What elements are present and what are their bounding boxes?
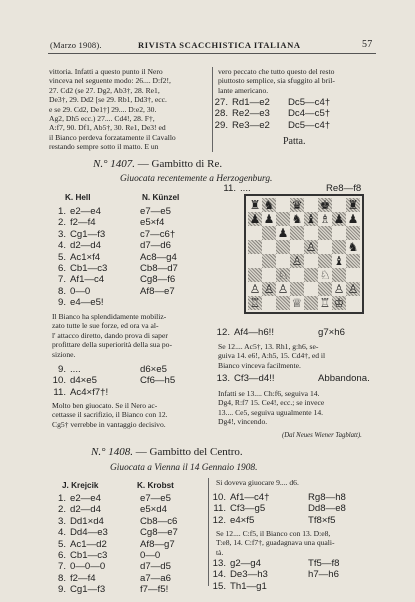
board-square	[346, 254, 360, 268]
annotation-2	[52, 401, 210, 429]
board-square	[290, 240, 304, 254]
move-row: 29. Re3—e2 Dc5—c4†	[214, 119, 331, 131]
note-line: Cg5† verrebbe in vantaggio decisivo.	[52, 419, 166, 429]
annotation-3	[218, 342, 378, 370]
header-title: RIVISTA SCACCHISTICA ITALIANA	[138, 40, 301, 50]
opening-name: — Gambitto di Re.	[137, 158, 223, 170]
chess-piece: ♞	[291, 212, 303, 226]
move-row: 3. Dd1×d4 Cb8—c6	[57, 515, 178, 527]
intro-line: e se 29. Cd2, De1†] 29.... D:e2, 30.	[49, 104, 157, 114]
intro-line: vittoria. Infatti a questo punto il Nero	[49, 67, 163, 76]
chess-piece: ♙	[347, 282, 359, 296]
board-square	[318, 226, 332, 240]
game-1407-subtitle: Giuocata recentemente a Herzogenburg.	[120, 174, 273, 184]
move-row: 9. e4—e5!	[57, 297, 104, 309]
intro-line: De3†, 29. Dd2 [se 29. Rb1, Dd3†, ecc.	[49, 95, 167, 105]
move-row: 1. e2—e4 e7—e5	[57, 493, 171, 504]
note-line: zato tutte le sue forze, ed ora va al-	[52, 321, 159, 331]
chess-piece: ♔	[333, 296, 345, 310]
move-row: 5. Ac1—d2 Af8—g7	[57, 538, 175, 550]
chess-piece: ♝	[333, 254, 345, 268]
board-square	[248, 254, 262, 268]
game-1408-subtitle: Giuocata a Vienna il 14 Gennaio 1908.	[110, 463, 258, 473]
move-row: 3. Cg1—f3 c7—c6†	[57, 228, 176, 240]
board-square	[276, 240, 290, 254]
board-square	[332, 240, 346, 254]
intro-line: il Bianco perdeva forzatamente il Cavallo	[49, 132, 176, 142]
chess-piece: ♙	[333, 282, 345, 296]
chess-piece: ♟	[263, 212, 275, 226]
patta-result: Patta.	[283, 136, 306, 147]
note-line: tà.	[216, 547, 224, 557]
game-1408-moves-r2	[212, 558, 339, 592]
board-square	[332, 198, 346, 212]
note-line: Il Bianco ha splendidamente mobiliz-	[52, 312, 167, 321]
intro-line: Ag2, Dh5 ecc.) 27.... Cd4!, 28. F†,	[49, 114, 155, 124]
board-square	[346, 226, 360, 240]
move-row: 14. De3—h3 h7—h6	[212, 569, 339, 581]
move-row: 11. Cf3—g5 Dd8—e8	[213, 503, 346, 515]
note-line: Dg4, R:f7 15. Ce4!, ecc.; se invece	[218, 398, 325, 408]
note-line: Se 12.... Ac5†, 13. Rh1, g:h6, se-	[218, 342, 319, 351]
move-row: 27. Rd1—e2 Dc5—c4†	[214, 97, 331, 108]
chess-piece: ♙	[249, 282, 261, 296]
chess-board	[248, 198, 360, 310]
black-player: N. Künzel	[142, 193, 180, 202]
right-intro-paragraph	[218, 67, 376, 95]
note-line: l' attacco diretto, dando prova di saper	[52, 330, 168, 340]
chess-piece: ♕	[291, 296, 303, 310]
board-square	[262, 226, 276, 240]
move-row: 15. Th1—g1	[212, 580, 267, 592]
chess-piece: ♜	[249, 198, 261, 212]
board-square	[276, 296, 290, 310]
board-square	[248, 240, 262, 254]
move-row: 8. 0—0 Af8—e7	[57, 285, 175, 297]
board-square	[346, 268, 360, 282]
move-row: 1. e2—e4 e7—e5	[57, 206, 171, 217]
chess-piece: ♛	[291, 198, 303, 212]
board-square	[332, 226, 346, 240]
move-row: 4. d2—d4 d7—d6	[57, 240, 171, 252]
chess-piece: ♖	[249, 296, 261, 310]
board-square	[318, 282, 332, 296]
move-row: 11. Ac4×f7†!	[53, 386, 109, 398]
game-1408-right-intro: Si doveva giuocare 9.... d6.	[216, 478, 299, 487]
chess-piece: ♗	[319, 212, 331, 226]
chess-piece: ♙	[277, 282, 289, 296]
opening-name: — Gambitto del Centro.	[135, 446, 243, 458]
chess-piece: ♘	[277, 268, 289, 282]
board-square	[262, 254, 276, 268]
move-row: 9. Cg1—f3 f7—f5!	[57, 584, 169, 596]
board-square	[262, 268, 276, 282]
note-line: cettasse il sacrifizio, il Bianco con 12.	[52, 410, 168, 420]
chess-piece: ♟	[277, 226, 289, 240]
chess-piece: ♘	[319, 268, 331, 282]
chess-piece: ♚	[319, 198, 331, 212]
board-square	[304, 198, 318, 212]
move-row: 2. d2—d4 e5×d4	[57, 504, 167, 516]
move-row: 10. d4×e5 Cf6—h5	[52, 375, 176, 387]
board-square	[262, 240, 276, 254]
game-1408-note	[216, 529, 376, 557]
page-number: 57	[362, 39, 373, 50]
board-square	[248, 226, 262, 240]
source-credit: (Dal Neues Wiener Tagblatt).	[282, 432, 362, 439]
board-square	[304, 254, 318, 268]
move-row: 28. Re2—e3 Dc4—c5†	[214, 108, 331, 120]
game-1407-title	[93, 158, 222, 170]
note-line: profittare della superiorità della sua po-	[52, 340, 172, 350]
board-square	[346, 296, 360, 310]
move-row: 6. Cb1—c3 Cb8—d7	[57, 263, 178, 275]
right-moves-a	[214, 97, 330, 131]
column-divider	[212, 67, 213, 152]
right-intro-line: lante americano.	[218, 85, 269, 95]
note-line: T:e8, 14. C:f7†, guadagnava una quali-	[216, 538, 335, 548]
annotation-1	[52, 312, 210, 359]
board-square	[262, 296, 276, 310]
white-player: K. Hell	[65, 193, 91, 202]
annotation-4	[218, 389, 378, 427]
move-row: 5. Ac1×f4 Ac8—g4	[57, 251, 177, 263]
chess-piece: ♞	[347, 240, 359, 254]
chess-piece: ♙	[263, 282, 275, 296]
move-row: 10. Af1—c4† Rg8—h8	[212, 492, 346, 503]
chess-diagram	[244, 194, 364, 314]
chess-piece: ♝	[305, 212, 317, 226]
note-line: guiva 14. e6!, A:h5, 15. Cd4†, ed il	[218, 351, 326, 361]
note-line: 13.... Ce5, seguiva ugualmente 14.	[218, 407, 324, 417]
intro-line: A:f7, 90. Df1, Ab5†, 30. Re1, De3! ed	[49, 123, 166, 133]
chess-piece: ♖	[319, 296, 331, 310]
game-1407-moves-2	[52, 364, 175, 398]
header-date: (Marzo 1908).	[50, 40, 102, 50]
chess-piece: ♙	[305, 240, 317, 254]
board-square	[304, 268, 318, 282]
game-1408-moves	[52, 493, 178, 596]
move-12: 12. Af4—h6!! g7×h6	[216, 327, 345, 338]
game-1408-title	[91, 446, 243, 458]
intro-paragraph	[49, 67, 207, 152]
board-square	[276, 212, 290, 226]
move-13: 13. Cf3—d4!! Abbandona.	[216, 373, 370, 384]
right-intro-line: piuttosto semplice, sia sfuggito al bril-	[218, 76, 335, 86]
chess-piece: ♟	[249, 212, 261, 226]
board-square	[276, 254, 290, 268]
header-rule	[48, 53, 376, 54]
chess-piece: ♟	[333, 212, 345, 226]
game-1407-moves	[52, 206, 178, 309]
chess-piece: ♙	[291, 254, 303, 268]
intro-line: vinceva nel seguente modo: 26.... D:f2!,	[49, 76, 171, 86]
chess-piece: ♞	[263, 198, 275, 212]
diagram-move: 11. .... Re8—f8	[223, 183, 362, 194]
note-line: Infatti se 13.... Ch:f6, seguiva 14.	[218, 389, 320, 398]
board-square	[290, 268, 304, 282]
column-divider	[208, 478, 209, 586]
note-line: sizione.	[52, 349, 76, 359]
game-number: N.° 1408.	[91, 446, 133, 458]
move-row: 13. g2—g4 Tf5—f8	[212, 558, 340, 569]
board-square	[276, 198, 290, 212]
chess-piece: ♟	[347, 212, 359, 226]
black-player: K. Krobst	[137, 481, 174, 490]
board-square	[290, 282, 304, 296]
move-row: 6. Cb1—c3 0—0	[57, 550, 161, 562]
note-line: Molto ben giuocato. Se il Nero ac-	[52, 401, 158, 410]
chess-piece: ♜	[347, 198, 359, 212]
move-row: 7. Af1—c4 Cg8—f6	[57, 274, 176, 286]
board-square	[290, 226, 304, 240]
white-player: J. Krejcik	[62, 481, 99, 490]
board-square	[304, 226, 318, 240]
move-row: 2. f2—f4 e5×f4	[57, 217, 165, 229]
right-intro-line: vero peccato che tutto questo del resto	[218, 67, 335, 76]
game-number: N.° 1407.	[93, 158, 135, 170]
board-square	[318, 240, 332, 254]
game-1408-moves-r1	[212, 492, 346, 526]
intro-line: restando sempre sotto il matto. E un	[49, 142, 159, 152]
board-square	[332, 268, 346, 282]
intro-line: 27. Cd2 (se 27. Dg2, Ab3†, 28. Re1,	[49, 85, 160, 95]
board-square	[304, 296, 318, 310]
board-square	[248, 268, 262, 282]
board-square	[304, 282, 318, 296]
note-line: Bianco vinceva facilmente.	[218, 360, 301, 370]
board-square	[318, 254, 332, 268]
move-row: 8. f2—f4 a7—a6	[57, 572, 171, 584]
note-line: Se 12.... C:f5, il Bianco con 13. D:e8,	[216, 529, 331, 538]
move-row: 12. e4×f5 Tf8×f5	[212, 514, 336, 526]
move-row: 7. 0—0—0 d7—d5	[57, 561, 171, 573]
move-row: 4. Dd4—e3 Cg8—e7	[57, 527, 178, 539]
note-line: Dg4!, vincendo.	[218, 417, 268, 427]
move-row: 9. .... d6×e5	[57, 364, 167, 375]
